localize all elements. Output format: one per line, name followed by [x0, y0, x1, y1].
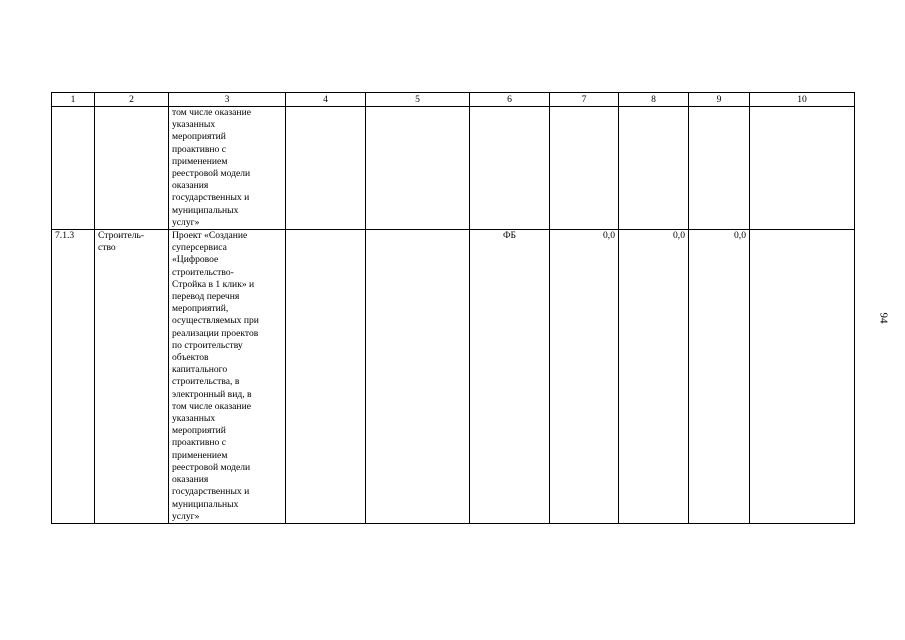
header-col-2: 2 — [95, 93, 169, 107]
cell-empty — [366, 107, 470, 230]
page-number: 94 — [877, 312, 890, 324]
cell-empty — [550, 107, 619, 230]
row-col10 — [750, 230, 855, 524]
row-value-col8: 0,0 — [619, 230, 689, 524]
row-number: 7.1.3 — [52, 230, 95, 524]
row-col4 — [286, 230, 366, 524]
cell-empty — [286, 107, 366, 230]
header-row — [52, 93, 855, 107]
cell-empty — [95, 107, 169, 230]
cell-empty — [750, 107, 855, 230]
header-col-9: 9 — [689, 93, 750, 107]
continuation-row — [52, 107, 855, 230]
row-value-col9: 0,0 — [689, 230, 750, 524]
header-col-1: 1 — [52, 93, 95, 107]
continuation-description: том числе оказание указанных мероприятий проактивно с применением реестровой модели оказания государственных и муниципальных услуг» — [169, 107, 286, 230]
table-row — [52, 230, 855, 524]
header-col-5: 5 — [366, 93, 470, 107]
row-funding-source: ФБ — [470, 230, 550, 524]
header-col-6: 6 — [470, 93, 550, 107]
row-sector: Строитель- ство — [95, 230, 169, 524]
cell-empty — [470, 107, 550, 230]
header-col-7: 7 — [550, 93, 619, 107]
cell-empty — [619, 107, 689, 230]
header-col-10: 10 — [750, 93, 855, 107]
header-col-3: 3 — [169, 93, 286, 107]
cell-empty — [689, 107, 750, 230]
row-col5 — [366, 230, 470, 524]
header-col-4: 4 — [286, 93, 366, 107]
row-value-col7: 0,0 — [550, 230, 619, 524]
header-col-8: 8 — [619, 93, 689, 107]
cell-empty — [52, 107, 95, 230]
financing-table — [51, 92, 855, 524]
row-description: Проект «Создание суперсервиса «Цифровое строительство- Стройка в 1 клик» и перевод перечня мероприятий, осуществляемых при реализации проектов по строительству объектов капитального строительства, в электронный вид, в том числе оказание указанных мероприятий проактивно с применением реестровой модели оказания государственных и муниципальных услуг» — [169, 230, 286, 524]
